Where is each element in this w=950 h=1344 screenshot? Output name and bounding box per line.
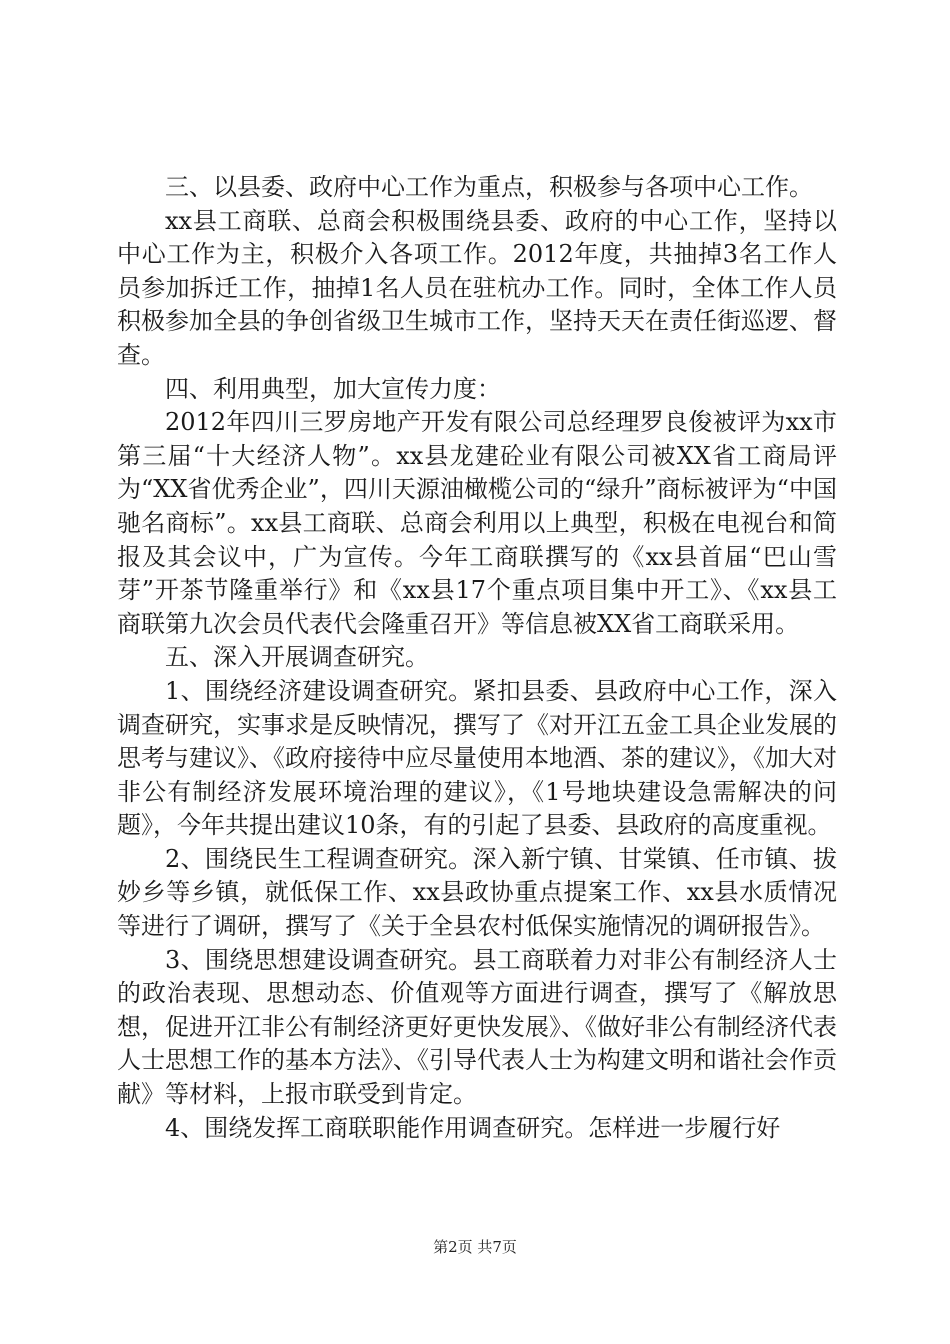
- paragraph-central-work: xx县工商联、总商会积极围绕县委、政府的中心工作，坚持以中心工作为主，积极介入各项工作。2012年度，共抽掉3名工作人员参加拆迁工作，抽掉1名人员在驻杭办工作。同时，全体工作人员积极参加全县的争创省级卫生城市工作，坚持天天在责任街巡逻、督查。: [117, 206, 837, 369]
- page-footer: 第2页 共7页: [433, 1238, 517, 1256]
- document-body: [117, 171, 837, 1145]
- paragraph-ideology-research: 3、围绕思想建设调查研究。县工商联着力对非公有制经济人士的政治表现、思想动态、价值观等方面进行调查，撰写了《解放思想，促进开江非公有制经济更好更快发展》、《做好非公有制经济代表人士思想工作的基本方法》、《引导代表人士为构建文明和谐社会作贡献》等材料，上报市联受到肯定。: [117, 945, 837, 1109]
- paragraph-publicity: 2012年四川三罗房地产开发有限公司总经理罗良俊被评为xx市第三届“十大经济人物”。xx县龙建砼业有限公司被XX省工商局评为“XX省优秀企业”，四川天源油橄榄公司的“绿升”商标被评为“中国驰名商标”。xx县工商联、总商会利用以上典型，积极在电视台和简报及其会议中，广为宣传。今年工商联撰写的《xx县首届“巴山雪芽”开茶节隆重举行》和《xx县17个重点项目集中开工》、《xx县工商联第九次会员代表代会隆重召开》等信息被XX省工商联采用。: [117, 408, 837, 638]
- paragraph-function-research: 4、围绕发挥工商联职能作用调查研究。怎样进一步履行好: [165, 1113, 781, 1142]
- paragraph-economic-research: 1、围绕经济建设调查研究。紧扣县委、县政府中心工作，深入调查研究，实事求是反映情况，撰写了《对开江五金工具企业发展的思考与建议》、《政府接待中应尽量使用本地酒、茶的建议》，《加大对非公有制经济发展环境治理的建议》，《1号地块建设急需解决的问题》，今年共提出建议10条，有的引起了县委、县政府的高度重视。: [117, 676, 837, 840]
- paragraph-livelihood-research: 2、围绕民生工程调查研究。深入新宁镇、甘棠镇、任市镇、拔妙乡等乡镇，就低保工作、xx县政协重点提案工作、xx县水质情况等进行了调研，撰写了《关于全县农村低保实施情况的调研报告》。: [117, 844, 837, 941]
- paragraph-section-4-heading: 四、利用典型，加大宣传力度：: [165, 374, 501, 403]
- paragraph-section-3-heading: 三、以县委、政府中心工作为重点，积极参与各项中心工作。: [165, 173, 813, 201]
- paragraph-section-5-heading: 五、深入开展调查研究。: [165, 643, 429, 672]
